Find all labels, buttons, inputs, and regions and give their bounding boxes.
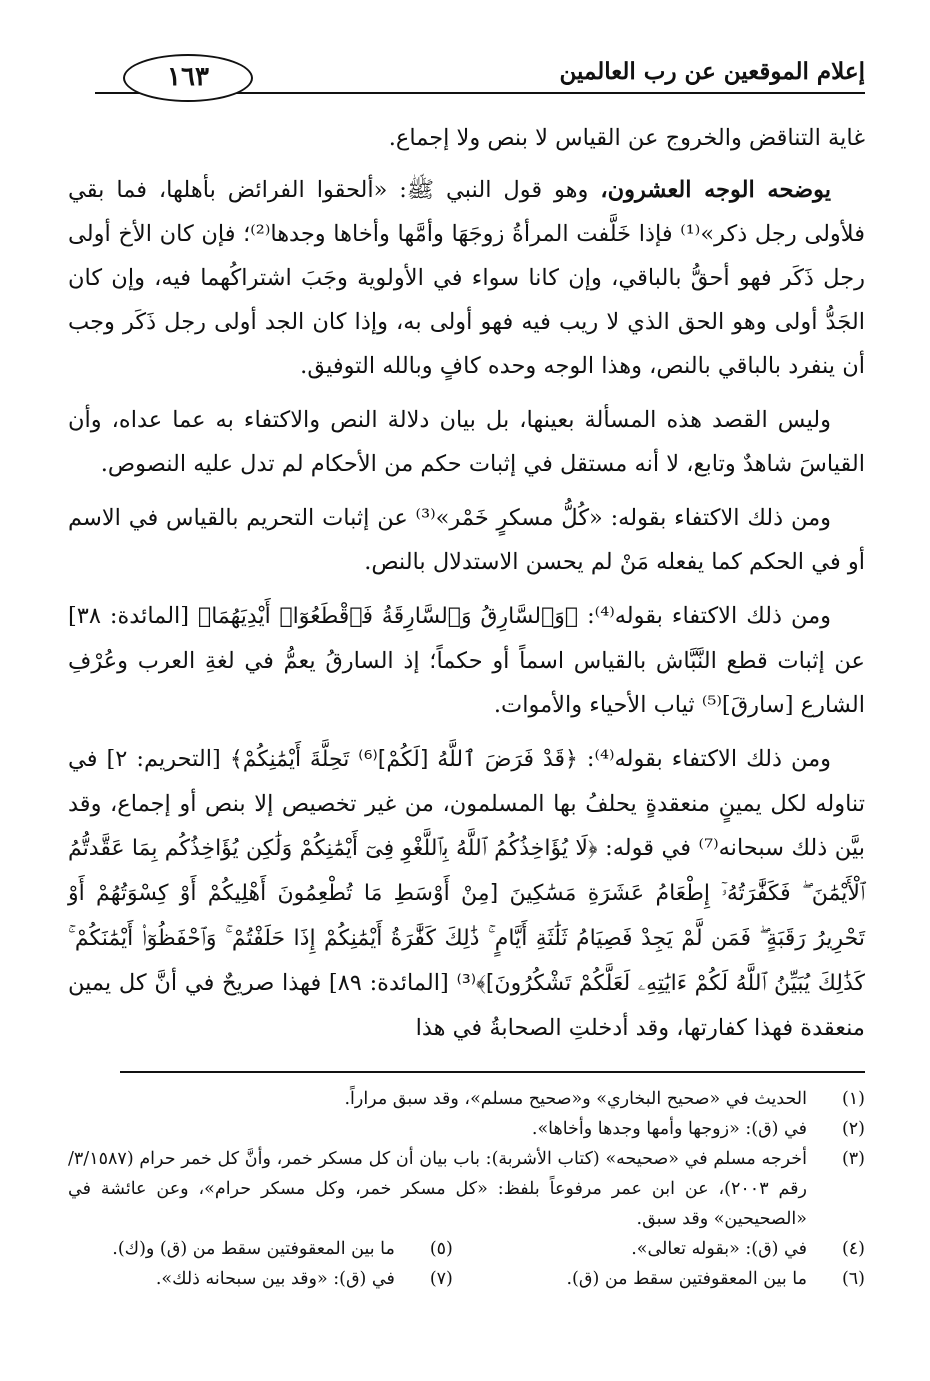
paragraph-2-heading: يوضحه الوجه العشرون، xyxy=(600,177,831,203)
footnote xyxy=(68,1084,865,1114)
running-title: إعلام الموقعين عن رب العالمين xyxy=(559,58,865,85)
paragraph-3: وليس القصد هذه المسألة بعينها، بل بيان دلالة النص والاكتفاء به عما عداه، وأن القياسَ شاهدٌ وتابع، لا أنه مستقل في إثبات حكم من الأحكام لم تدل عليه النصوص. xyxy=(68,407,865,477)
footnote-number: (٧) xyxy=(429,1269,453,1289)
footnote-text: في (ق): «وقد بين سبحانه ذلك». xyxy=(155,1269,395,1289)
paragraph-6-intro: ومن ذلك الاكتفاء بقوله⁽⁴⁾: xyxy=(577,746,831,772)
footnotes xyxy=(68,1084,865,1294)
footnote xyxy=(68,1114,865,1144)
paragraph-6-text: [التحريم: ٢] في تناوله لكل يمينٍ منعقدةٍ يحلفُ بها المسلمون، من غير تخصيص إلا بنص أو إجماع، وقد بيَّن ذلك سبحانه⁽⁷⁾ في قوله: xyxy=(68,746,865,861)
paragraph-6 xyxy=(68,737,865,1050)
paragraph-5-intro: ومن ذلك الاكتفاء بقوله⁽⁴⁾: xyxy=(578,603,832,629)
quran-verse: ﴿وَٱلسَّارِقُ وَٱلسَّارِقَةُ فَٱقْطَعُوٓا۟ أَيْدِيَهُمَا﴾ xyxy=(198,604,579,629)
footnote-number: (٥) xyxy=(429,1239,453,1259)
footnote-number: (١) xyxy=(841,1089,865,1109)
paragraph-4: ومن ذلك الاكتفاء بقوله: «كُلُّ مسكرٍ خَمْر»⁽³⁾ عن إثبات التحريم بالقياس في الاسم أو في الحكم كما يفعله مَنْ لم يحسن الاستدلال بالنص. xyxy=(68,505,865,575)
footnote xyxy=(68,1264,453,1294)
paragraph-1: غاية التناقض والخروج عن القياس لا بنص ولا إجماع. xyxy=(388,125,865,151)
footnote-text: ما بين المعقوفتين سقط من (ق). xyxy=(566,1269,807,1289)
footnote-number: (٤) xyxy=(841,1239,865,1259)
footnote-row xyxy=(68,1264,865,1294)
footnote xyxy=(453,1264,865,1294)
footnote-number: (٢) xyxy=(841,1119,865,1139)
quran-verse: ﴿لَا يُؤَاخِذُكُمُ ٱللَّهُ بِٱللَّغْوِ فِىٓ أَيْمَٰنِكُمْ وَلَٰكِن يُؤَاخِذُكُم بِمَا عَقَّدتُّمُ ٱلْأَيْمَٰنَ ۖ فَكَفَّٰرَتُهُۥٓ إِطْعَامُ عَشَرَةِ مَسَٰكِينَ [مِنْ أَوْسَطِ مَا تُطْعِمُونَ أَهْلِيكُمْ أَوْ كِسْوَتُهُمْ أَوْ تَحْرِيرُ رَقَبَةٍ ۖ فَمَن لَّمْ يَجِدْ فَصِيَامُ ثَلَٰثَةِ أَيَّامٍ ۚ ذَٰلِكَ كَفَّٰرَةُ أَيْمَٰنِكُمْ إِذَا حَلَفْتُمْ ۚ وَٱحْفَظُوٓا۟ أَيْمَٰنَكُمْ ۚ كَذَٰلِكَ يُبَيِّنُ ٱللَّهُ لَكُمْ ءَايَٰتِهِۦ لَعَلَّكُمْ تَشْكُرُونَ]﴾⁽³⁾ xyxy=(68,836,865,996)
paragraph-2 xyxy=(68,168,865,388)
page-header xyxy=(95,48,865,104)
footnote xyxy=(68,1234,453,1264)
paragraph-5-text: [المائدة: ٣٨] عن إثبات قطع النَّبَّاش بالقياس اسماً أو حكماً؛ إذ السارقُ يعمُّ في لغةِ العرب وعُرْفِ الشارع [سارقَ]⁽⁵⁾ ثياب الأحياء والأموات. xyxy=(68,603,865,718)
page-number: ١٦٣ xyxy=(123,54,253,102)
footnote-text: الحديث في «صحيح البخاري» و«صحيح مسلم»، وقد سبق مراراً. xyxy=(344,1089,807,1109)
footnote-text: أخرجه مسلم في «صحيحه» (كتاب الأشربة): باب بيان أن كل مسكر خمر، وأنَّ كل خمر حرام (٣/١٥٨٧/رقم ٢٠٠٣)، عن ابن عمر مرفوعاً بلفظ: «كل مسكر خمر، وكل مسكر حرام»، وعن عائشة في «الصحيحين» وقد سبق. xyxy=(68,1149,807,1229)
footnote-text: ما بين المعقوفتين سقط من (ق) و(ك). xyxy=(112,1239,395,1259)
paragraph-5 xyxy=(68,594,865,727)
paragraph-6-end: [المائدة: ٨٩] فهذا صريحٌ في أنَّ كل يمين منعقدة فهذا كفارتها، وقد أدخلتِ الصحابةُ في هذا xyxy=(68,970,865,1041)
footnote-number: (٦) xyxy=(841,1269,865,1289)
main-text xyxy=(68,116,865,1060)
footnote xyxy=(68,1144,865,1234)
footnote-text: في (ق): «زوجها وأمها وجدها وأخاها». xyxy=(531,1119,807,1139)
footnote-text: في (ق): «بقوله تعالى». xyxy=(631,1239,807,1259)
footnote xyxy=(453,1234,865,1264)
quran-verse: ﴿قَدْ فَرَضَ ٱللَّهُ [لَكُمْ]⁽⁶⁾ تَحِلَّةَ أَيْمَٰنِكُمْ﴾ xyxy=(229,747,578,772)
paragraph-2-text: وهو قول النبي ﷺ: «ألحقوا الفرائض بأهلها، فما بقي فلأولى رجل ذكر»⁽¹⁾ فإذا خَلَّفت المرأةُ زوجَهَا وأمَّها وأخاها وجدها⁽²⁾؛ فإن كان الأخ أولى رجل ذَكَر فهو أحقُّ بالباقي، وإن كانا سواء في الأولوية وجَبَ اشتراكُهما فيه، وإن كان الجَدُّ أولى وهو الحق الذي لا ريب فيه فهو أولى به، وإذا كان الجد أولى رجل ذَكَر وجب أن ينفرد بالباقي بالنص، وهذا الوجه وحده كافٍ وبالله التوفيق. xyxy=(68,177,865,379)
footnote-rule xyxy=(120,1071,865,1073)
footnote-number: (٣) xyxy=(841,1149,865,1169)
footnote-row xyxy=(68,1234,865,1264)
